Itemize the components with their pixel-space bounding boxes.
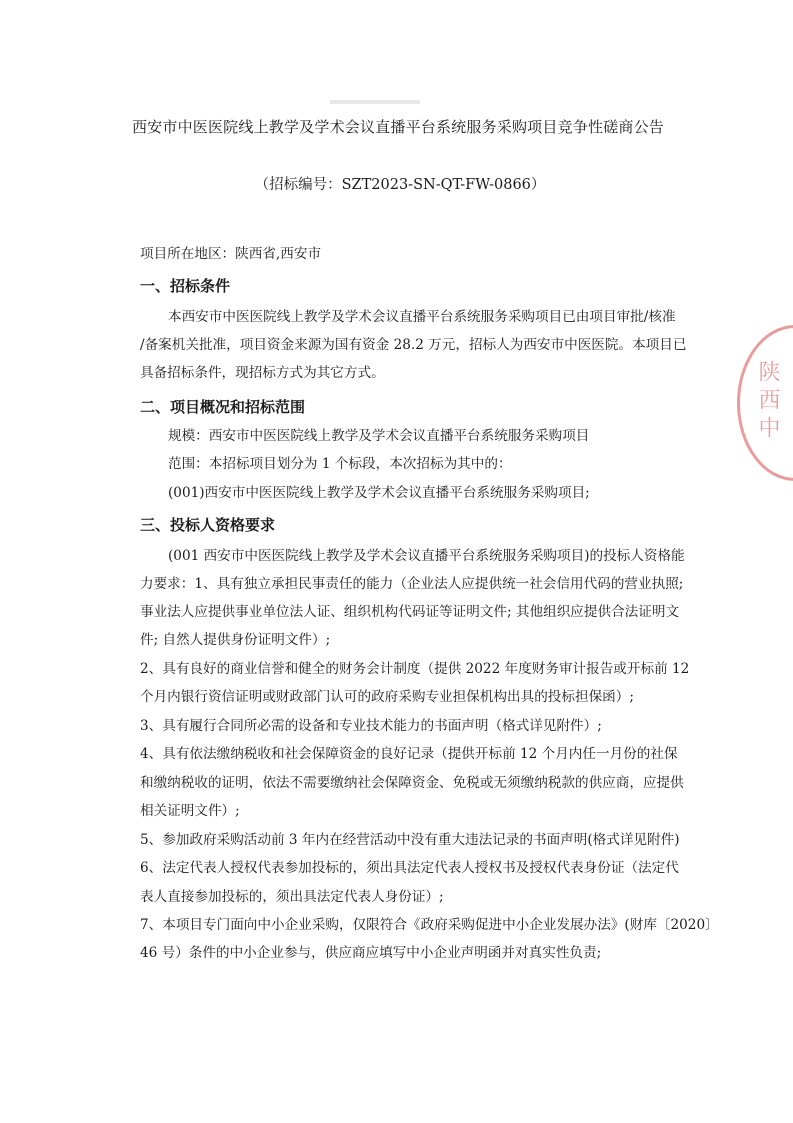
section-3-line: 46 号）条件的中小企业参与，供应商应填写中小企业声明函并对真实性负责; <box>140 945 602 961</box>
section-3-line: 件; 自然人提供身份证明文件）; <box>140 632 331 648</box>
section-3-line: 相关证明文件）; <box>140 803 240 819</box>
section-3-line: 2、具有良好的商业信誉和健全的财务会计制度（提供 2022 年度财务审计报告或开标前 12 <box>140 661 690 677</box>
section-3-heading: 三、投标人资格要求 <box>140 516 276 534</box>
section-2-heading: 二、项目概况和招标范围 <box>140 398 306 416</box>
faint-mark <box>330 100 420 104</box>
section-1-line: 具备招标条件，现招标方式为其它方式。 <box>140 365 385 381</box>
section-2-line: 范围：本招标项目划分为 1 个标段，本次招标为其中的： <box>168 456 512 472</box>
section-3-line: 7、本项目专门面向中小企业采购，仅限符合《政府采购促进中小企业发展办法》(财库〔2020〕 <box>140 917 719 933</box>
section-3-line: 4、具有依法缴纳税收和社会保障资金的良好记录（提供开标前 12 个月内任一月份的社保 <box>140 746 678 762</box>
project-location: 项目所在地区：陕西省,西安市 <box>140 246 322 262</box>
section-3-line: 6、法定代表人授权代表参加投标的，须出具法定代表人授权书及授权代表身份证（法定代 <box>140 860 679 876</box>
section-3-line: 表人直接参加投标的，须出具法定代表人身份证）; <box>140 889 444 905</box>
section-3-line: 事业法人应提供事业单位法人证、组织机构代码证等证明文件; 其他组织应提供合法证明文 <box>140 604 680 620</box>
section-2-line: (001)西安市中医医院线上教学及学术会议直播平台系统服务采购项目; <box>168 485 590 501</box>
section-1-line: /备案机关批准，项目资金来源为国有资金 28.2 万元，招标人为西安市中医医院。本项目已 <box>140 337 687 353</box>
section-3-line: 力要求：1、具有独立承担民事责任的能力（企业法人应提供统一社会信用代码的营业执照; <box>140 576 684 592</box>
section-3-line: (001 西安市中医医院线上教学及学术会议直播平台系统服务采购项目)的投标人资格能 <box>168 548 685 564</box>
seal-text: 陕西中 <box>755 360 780 444</box>
section-3-line: 和缴纳税收的证明，依法不需要缴纳社会保障资金、免税或无须缴纳税款的供应商，应提供 <box>140 775 684 791</box>
section-3-line: 3、具有履行合同所必需的设备和专业技术能力的书面声明（格式详见附件）; <box>140 718 602 734</box>
tender-number: （招标编号：SZT2023-SN-QT-FW-0866） <box>254 177 546 193</box>
section-2-line: 规模：西安市中医医院线上教学及学术会议直播平台系统服务采购项目 <box>168 428 590 444</box>
section-1-line: 本西安市中医医院线上教学及学术会议直播平台系统服务采购项目已由项目审批/核准 <box>168 309 676 325</box>
section-3-line: 5、参加政府采购活动前 3 年内在经营活动中没有重大违法记录的书面声明(格式详见附件) <box>140 832 680 848</box>
section-1-heading: 一、招标条件 <box>140 277 231 295</box>
section-3-line: 个月内银行资信证明或财政部门认可的政府采购专业担保机构出具的投标担保函）; <box>140 689 634 705</box>
document-title: 西安市中医医院线上教学及学术会议直播平台系统服务采购项目竞争性磋商公告 <box>131 118 664 136</box>
